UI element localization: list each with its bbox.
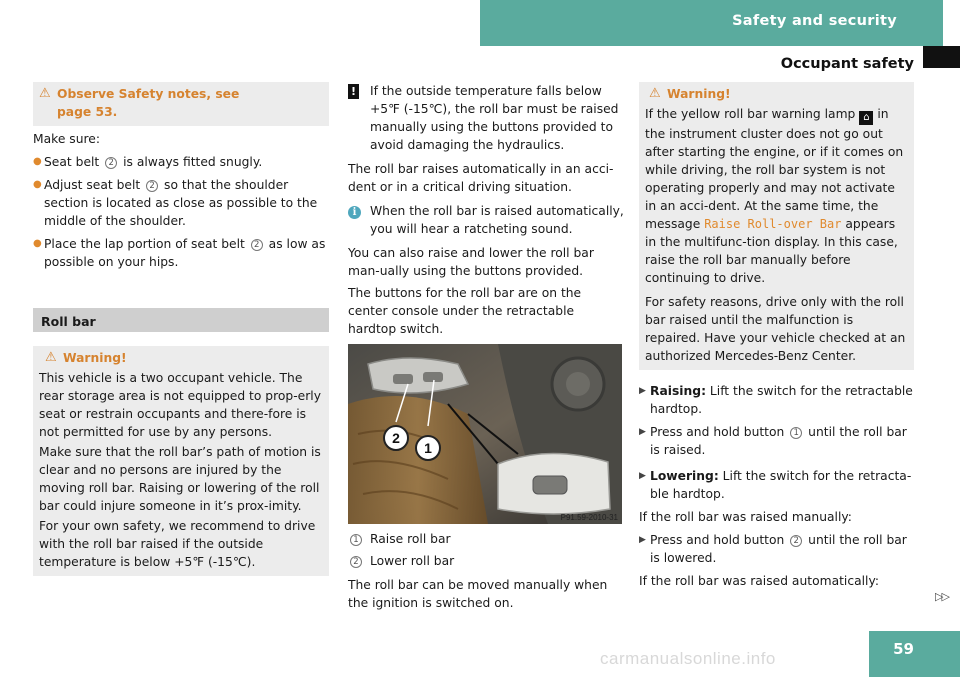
roll-bar-heading: Roll bar [33,308,329,332]
paragraph: The roll bar raises automatically in an acci-dent or in a critical driving situation. [348,162,614,194]
bullet-icon: ● [33,156,42,167]
column-1 [33,82,329,576]
warning-paragraph: This vehicle is a two occupant vehicle. The rear storage area is not equipped to prop-erly seat or restrain occupants and there-fore is not permitted for use by any persons. [39,371,321,439]
watermark: carmanualsonline.info [600,649,776,668]
list-item: ● Seat belt 2 is always fitted snugly. [33,155,263,169]
list-item: ● Place the lap portion of seat belt 2 as low as possible on your hips. [33,237,326,269]
page-number: 59 [893,640,914,658]
callout-number: 2 [105,157,117,169]
bullet-icon: ● [33,179,42,190]
warning-triangle-icon: ⚠ [39,86,51,101]
callout-number: 1 [790,427,802,439]
column-3 [639,82,914,590]
warning-paragraph: For safety reasons, drive only with the roll bar raised until the malfunction is repaired. Have your vehicle checked at an authorized Mercedes-Benz Center. [645,295,906,363]
instruction-step: ▶ Press and hold button 1 until the roll bar is raised. [639,425,907,457]
console-illustration [348,344,622,524]
header-tab [480,0,943,46]
display-message: Raise Roll-over Bar [704,217,842,231]
instruction-step: ▶ Raising: Lift the switch for the retractable hardtop. [639,384,913,416]
safety-notes-page-link[interactable]: page 53. [57,105,118,119]
section-title: Safety and security [732,13,897,29]
paragraph: If the roll bar was raised automatically: [639,574,879,588]
info-icon: i [348,206,361,219]
arrow-bullet-icon: ▶ [639,386,646,396]
continue-arrow-icon: ▷▷ [935,590,948,603]
warning-title: Warning! [63,351,127,365]
bullet-icon: ● [33,238,42,249]
column-2 [348,82,624,612]
instruction-step: ▶ Press and hold button 2 until the roll bar is lowered. [639,533,907,565]
roll-bar-warning-box [33,346,329,576]
page-title: Occupant safety [780,56,914,72]
paragraph: The roll bar can be moved manually when the ignition is switched on. [348,578,608,610]
info-note: i When the roll bar is raised automatically, you will hear a ratcheting sound. [348,202,624,238]
paragraph: You can also raise and lower the roll bar man-ually using the buttons provided. [348,246,594,278]
roll-bar-lamp-warning-box [639,82,914,370]
exclamation-icon: ! [348,84,359,99]
legend-item: 2 Lower roll bar [348,552,624,570]
caution-note: ! If the outside temperature falls below +5℉ (-15℃), the roll bar must be raised manually using the buttons provided to avoid damaging the hydraulics. [348,82,624,154]
arrow-bullet-icon: ▶ [639,535,646,545]
callout-number: 2 [251,239,263,251]
safety-notes-box [33,82,329,126]
warning-paragraph: If the yellow roll bar warning lamp ⌂ in the instrument cluster does not go out after starting the engine, or if it comes on while driving, the roll bar system is not operating properly and may not activate in an acci-dent. At the same time, the message Raise Roll-over Bar appears in the multifunc-tion display. In this case, raise the roll bar manually before continuing to drive. [645,107,904,285]
callout-number: 2 [790,535,802,547]
header-marker [923,46,960,68]
callout-number: 2 [350,556,362,568]
photo-code: P91.59-2010-31 [560,513,618,522]
warning-paragraph: For your own safety, we recommend to drive with the roll bar raised if the outside temperature is below +5℉ (-15℃). [39,519,316,569]
warning-title: Warning! [667,87,731,101]
arrow-bullet-icon: ▶ [639,471,646,481]
safety-notes-title: Observe Safety notes, see [57,87,240,101]
roll-bar-warning-lamp-icon: ⌂ [859,111,873,125]
arrow-bullet-icon: ▶ [639,427,646,437]
instruction-step: ▶ Lowering: Lift the switch for the retracta-ble hardtop. [639,469,912,501]
paragraph: The buttons for the roll bar are on the center console under the retractable hardtop switch. [348,286,582,336]
center-console-photo [348,344,622,524]
paragraph: If the roll bar was raised manually: [639,510,852,524]
callout-1: 1 [424,440,432,456]
make-sure-text: Make sure: [33,132,100,146]
warning-paragraph: Make sure that the roll bar’s path of motion is clear and no persons are injured by the moving roll bar. Raising or lowering of the roll bar could injure someone in it’s prox-imity. [39,445,321,513]
callout-number: 1 [350,534,362,546]
legend-item: 1 Raise roll bar [348,530,624,548]
warning-triangle-icon: ⚠ [649,86,661,101]
page-number-tab [869,631,960,677]
list-item: ● Adjust seat belt 2 so that the shoulder section is located as close as possible to the middle of the shoulder. [33,178,318,228]
warning-triangle-icon: ⚠ [45,350,57,365]
callout-2: 2 [392,430,400,446]
callout-number: 2 [146,180,158,192]
